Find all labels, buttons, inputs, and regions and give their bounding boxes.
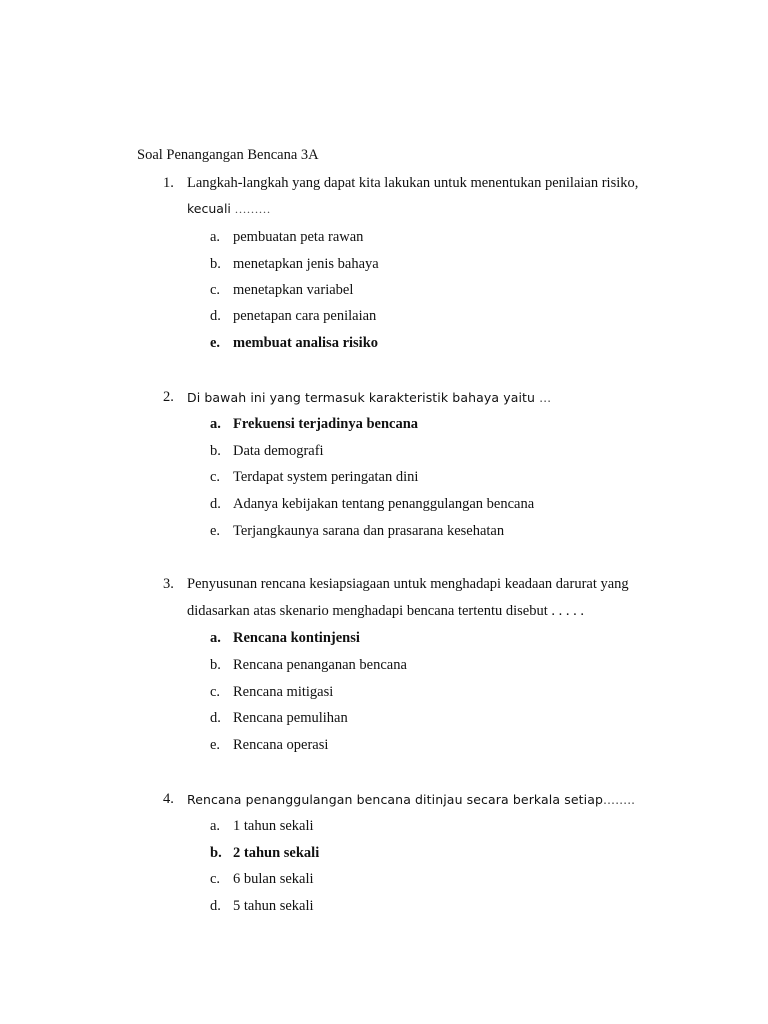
question-number: 1.	[163, 175, 174, 191]
option-letter: c.	[210, 282, 221, 298]
question-text-line	[187, 390, 551, 405]
option-letter-correct: a.	[210, 416, 221, 432]
option-text: Adanya kebijakan tentang penanggulangan bencana	[233, 496, 535, 512]
option-letter: e.	[210, 523, 221, 539]
option-text: 1 tahun sekali	[233, 818, 314, 834]
option-text: Rencana mitigasi	[233, 684, 334, 700]
question-text-line	[187, 792, 635, 807]
option-letter: b.	[210, 657, 221, 673]
option-text: Data demografi	[233, 443, 324, 459]
option-text: pembuatan peta rawan	[233, 229, 364, 245]
option-text: penetapan cara penilaian	[233, 308, 377, 324]
option-letter: a.	[210, 229, 221, 245]
option-letter: d.	[210, 710, 221, 726]
option-letter: b.	[210, 256, 221, 272]
option-text: Rencana penanganan bencana	[233, 657, 407, 673]
question-number: 2.	[163, 389, 174, 405]
question-text-line: Langkah-langkah yang dapat kita lakukan untuk menentukan penilaian risiko,	[187, 175, 639, 191]
document-title: Soal Penangangan Bencana 3A	[137, 147, 319, 163]
question-text-line	[187, 201, 271, 218]
question-number: 4.	[163, 791, 174, 807]
option-letter-correct: b.	[210, 845, 222, 861]
option-text-correct: Frekuensi terjadinya bencana	[233, 416, 419, 432]
question-text-fragment: Rencana penanggulangan bencana ditinjau secara berkala setiap	[187, 792, 603, 807]
question-answer-blank: ……..	[603, 793, 636, 807]
option-letter: e.	[210, 737, 221, 753]
question-text-fragment: Di bawah ini yang termasuk karakteristik bahaya yaitu	[187, 390, 536, 405]
option-letter: d.	[210, 496, 221, 512]
question-answer-blank: …	[539, 391, 552, 405]
option-text: 5 tahun sekali	[233, 898, 314, 914]
question-answer-blank: ………	[234, 202, 271, 216]
option-text-correct: 2 tahun sekali	[233, 845, 320, 861]
option-letter-correct: e.	[210, 335, 221, 351]
option-letter: c.	[210, 684, 221, 700]
question-number: 3.	[163, 576, 174, 592]
option-text: menetapkan variabel	[233, 282, 354, 298]
option-text: Terdapat system peringatan dini	[233, 469, 419, 485]
option-letter-correct: a.	[210, 630, 221, 646]
option-text: menetapkan jenis bahaya	[233, 256, 379, 272]
option-text-correct: membuat analisa risiko	[233, 335, 379, 351]
option-text: 6 bulan sekali	[233, 871, 314, 887]
question-text-line: didasarkan atas skenario menghadapi bencana tertentu disebut . . . . .	[187, 603, 585, 619]
option-letter: d.	[210, 898, 221, 914]
question-text-fragment: kecuali	[187, 201, 231, 216]
option-letter: b.	[210, 443, 221, 459]
option-letter: a.	[210, 818, 221, 834]
option-text: Rencana pemulihan	[233, 710, 348, 726]
option-letter: c.	[210, 469, 221, 485]
option-text-correct: Rencana kontinjensi	[233, 630, 360, 646]
question-text-line: Penyusunan rencana kesiapsiagaan untuk menghadapi keadaan darurat yang	[187, 576, 629, 592]
option-letter: d.	[210, 308, 221, 324]
option-letter: c.	[210, 871, 221, 887]
option-text: Rencana operasi	[233, 737, 329, 753]
option-text: Terjangkaunya sarana dan prasarana kesehatan	[233, 523, 505, 539]
